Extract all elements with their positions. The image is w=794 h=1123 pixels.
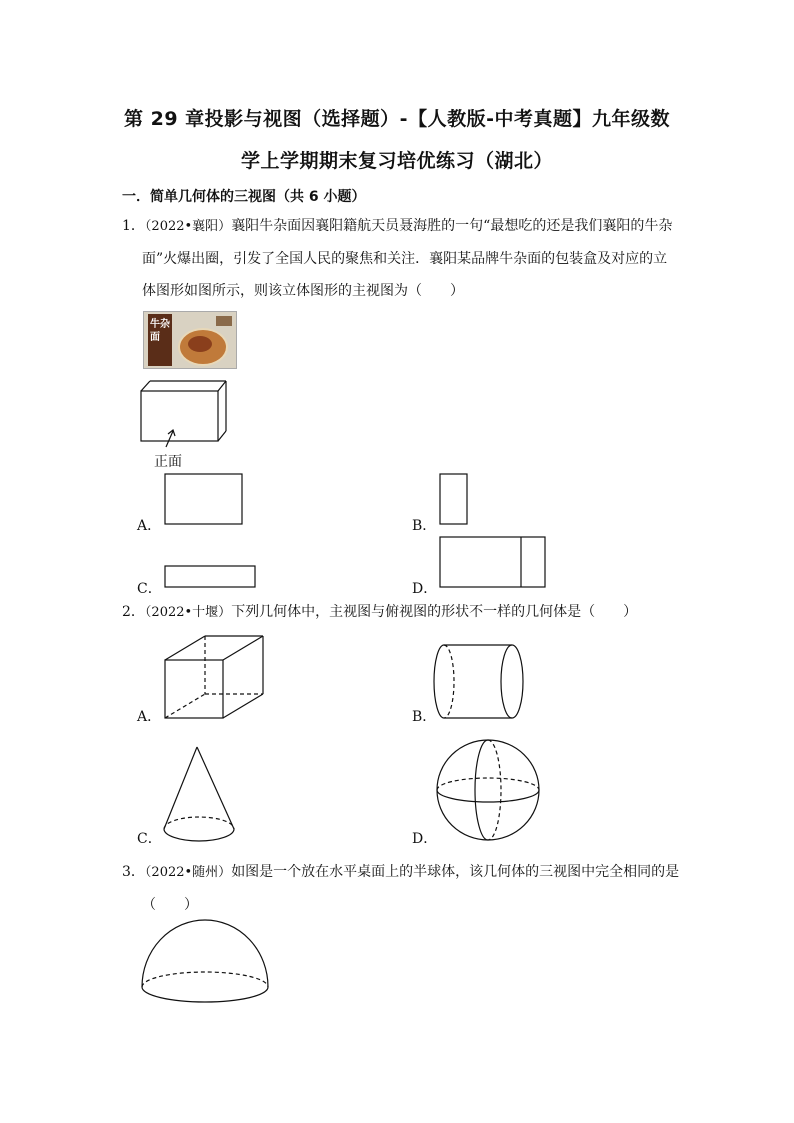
question-text: 体图形如图所示，则该立体图形的主视图为（ ） bbox=[142, 283, 464, 299]
option-c-label[interactable]: C． bbox=[137, 581, 162, 597]
option-b-label[interactable]: B． bbox=[412, 518, 437, 534]
option-d-label[interactable]: D． bbox=[412, 581, 438, 597]
option-a-label[interactable]: A． bbox=[137, 709, 162, 725]
question-text: 襄阳牛杂面因襄阳籍航天员聂海胜的一句“最想吃的还是我们襄阳的牛杂 bbox=[231, 218, 673, 234]
question-text: （ ） bbox=[142, 897, 198, 913]
option-c-label[interactable]: C． bbox=[137, 831, 162, 847]
question-source: （2022•随州） bbox=[144, 865, 232, 880]
question-text: 面”火爆出圈，引发了全国人民的聚焦和关注．襄阳某品牌牛杂面的包装盒及对应的立 bbox=[142, 251, 668, 267]
option-a-label[interactable]: A． bbox=[137, 518, 162, 534]
question-source: （2022•襄阳） bbox=[144, 219, 232, 234]
option-d-label[interactable]: D． bbox=[412, 831, 438, 847]
box-brand-text: 牛杂面 bbox=[150, 319, 170, 343]
question-source: （2022•十堰） bbox=[144, 605, 232, 620]
page-title-line2: 学上学期期末复习培优练习（湖北） bbox=[240, 150, 553, 172]
question-text: 如图是一个放在水平桌面上的半球体，该几何体的三视图中完全相同的是 bbox=[231, 864, 680, 880]
question-text: 下列几何体中，主视图与俯视图的形状不一样的几何体是（ ） bbox=[231, 604, 638, 620]
question-number: 3． bbox=[122, 864, 145, 880]
option-b-label[interactable]: B． bbox=[412, 709, 437, 725]
front-label: 正面 bbox=[154, 454, 182, 470]
page-title-line1: 第 29 章投影与视图（选择题）-【人教版-中考真题】九年级数 bbox=[124, 108, 670, 130]
section-heading: 一．简单几何体的三视图（共 6 小题） bbox=[122, 189, 366, 205]
question-number: 1． bbox=[122, 218, 145, 234]
question-number: 2． bbox=[122, 604, 145, 620]
